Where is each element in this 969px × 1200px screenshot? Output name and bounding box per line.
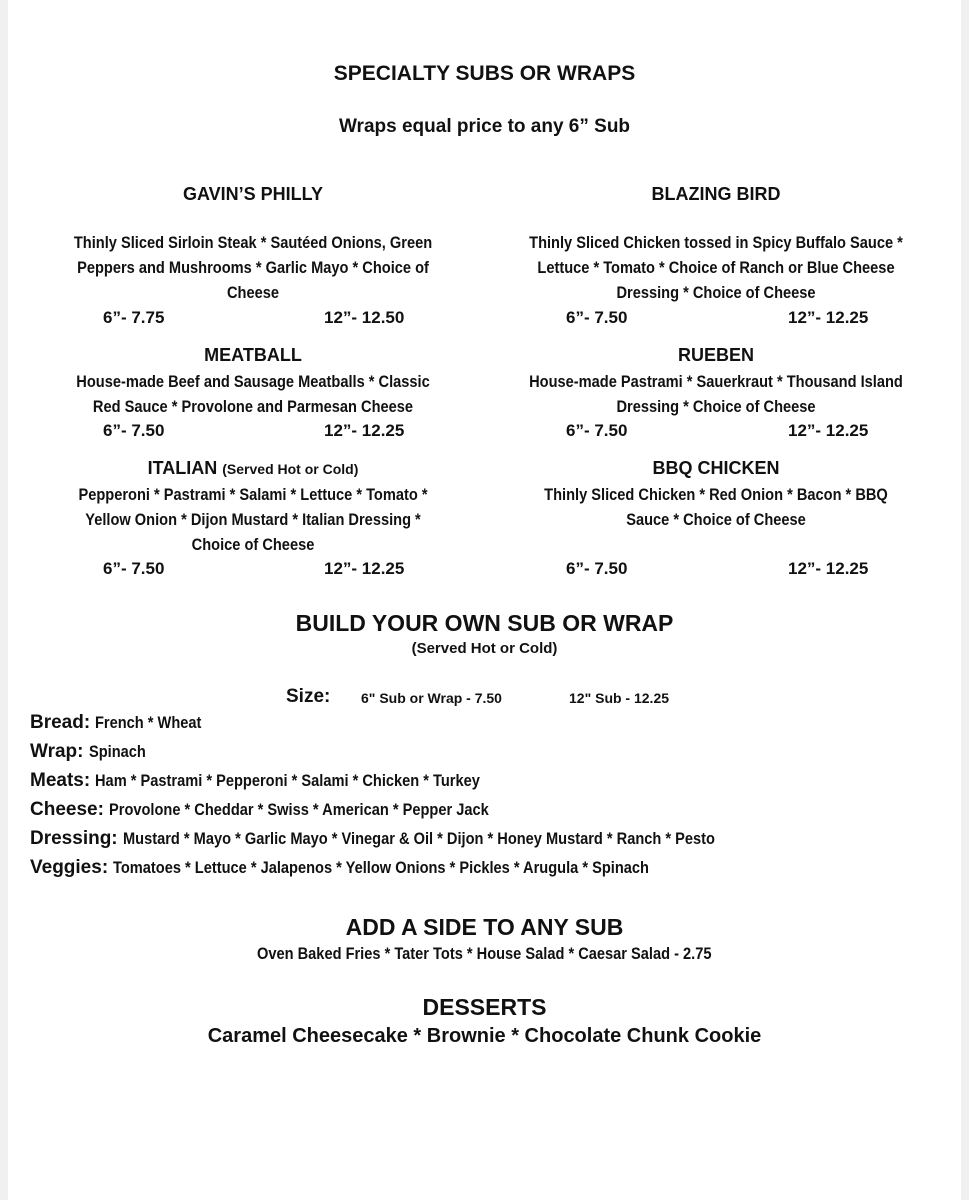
price-12-inch: 12”- 12.50: [324, 308, 405, 327]
option-row-meats: [30, 770, 543, 792]
sides-row: [8, 944, 961, 964]
item-description: [523, 230, 910, 305]
price-6-inch: 6”- 7.50: [566, 308, 628, 327]
option-row-cheese: [30, 799, 550, 821]
option-row-bread: [30, 712, 219, 734]
size-large-price: 12" Sub - 12.25: [569, 690, 670, 706]
option-items: Provolone * Cheddar * Swiss * American * Pepper Jack: [108, 800, 489, 819]
option-label: Cheese:: [30, 799, 104, 820]
description-line: Yellow Onion * Dijon Mustard * Italian Dressing *: [85, 510, 421, 529]
option-row-veggies: [30, 857, 736, 879]
description-line: Thinly Sliced Chicken * Red Onion * Bacon * BBQ: [544, 485, 888, 504]
item-name: GAVIN’S PHILLY: [182, 184, 324, 204]
option-label: Meats:: [30, 770, 91, 791]
option-row-wrap: [30, 741, 155, 763]
description-line: Thinly Sliced Sirloin Steak * Sautéed Onions, Green: [73, 233, 433, 252]
size-label: Size:: [286, 686, 331, 707]
description-line: Sauce * Choice of Cheese: [626, 510, 806, 529]
desserts-items: Caramel Cheesecake * Brownie * Chocolate Chunk Cookie: [207, 1025, 762, 1047]
option-items: French * Wheat: [95, 713, 202, 732]
item-name: BLAZING BIRD: [651, 184, 781, 204]
description-line: Peppers and Mushrooms * Garlic Mayo * Choice of: [77, 258, 429, 277]
price-6-inch: 6”- 7.50: [566, 559, 628, 578]
price-6-inch: 6”- 7.50: [103, 421, 165, 440]
menu-page: [8, 0, 961, 1200]
description-line: Dressing * Choice of Cheese: [616, 283, 816, 302]
desserts-title: DESSERTS: [422, 994, 547, 1020]
option-label: Dressing:: [30, 828, 118, 849]
option-row-dressing: [30, 828, 811, 850]
price-12-inch: 12”- 12.25: [788, 308, 869, 327]
option-label: Bread:: [30, 712, 91, 733]
item-name: BBQ CHICKEN: [652, 458, 780, 478]
item-description: [523, 369, 910, 419]
page-subtitle: Wraps equal price to any 6” Sub: [338, 116, 631, 137]
option-label: Veggies:: [30, 857, 109, 878]
item-name: ITALIAN: [147, 458, 218, 478]
item-description: [60, 482, 447, 557]
description-line: Pepperoni * Pastrami * Salami * Lettuce * Tomato *: [78, 485, 428, 504]
item-name-row: [28, 458, 478, 479]
build-served-note: (Served Hot or Cold): [411, 640, 558, 657]
item-description: [523, 482, 910, 532]
description-line: House-made Pastrami * Sauerkraut * Thousand Island: [529, 372, 903, 391]
description-line: Lettuce * Tomato * Choice of Ranch or Blue Cheese: [537, 258, 895, 277]
item-note: (Served Hot or Cold): [222, 461, 359, 477]
item-description: [60, 230, 447, 305]
description-line: Red Sauce * Provolone and Parmesan Cheese: [92, 397, 414, 416]
price-6-inch: 6”- 7.50: [103, 559, 165, 578]
price-6-inch: 6”- 7.50: [566, 421, 628, 440]
page-title: SPECIALTY SUBS OR WRAPS: [333, 62, 636, 85]
description-line: Dressing * Choice of Cheese: [616, 397, 816, 416]
sides-items: Oven Baked Fries * Tater Tots * House Salad * Caesar Salad - 2.75: [257, 944, 712, 963]
size-small-price: 6" Sub or Wrap - 7.50: [361, 690, 502, 706]
price-12-inch: 12”- 12.25: [324, 421, 405, 440]
price-12-inch: 12”- 12.25: [324, 559, 405, 578]
item-name: RUEBEN: [677, 345, 754, 365]
option-items: Spinach: [88, 742, 146, 761]
sides-title: ADD A SIDE TO ANY SUB: [345, 914, 624, 940]
description-line: Cheese: [226, 283, 280, 302]
description-line: Thinly Sliced Chicken tossed in Spicy Buffalo Sauce *: [529, 233, 903, 252]
option-items: Ham * Pastrami * Pepperoni * Salami * Chicken * Turkey: [95, 771, 481, 790]
option-items: Mustard * Mayo * Garlic Mayo * Vinegar & Oil * Dijon * Honey Mustard * Ranch * Pesto: [122, 829, 715, 848]
description-line: House-made Beef and Sausage Meatballs * Classic: [76, 372, 430, 391]
price-6-inch: 6”- 7.75: [103, 308, 165, 327]
price-12-inch: 12”- 12.25: [788, 421, 869, 440]
build-your-own-title: BUILD YOUR OWN SUB OR WRAP: [295, 610, 674, 636]
item-description: [60, 369, 447, 419]
item-name: MEATBALL: [204, 345, 302, 365]
option-label: Wrap:: [30, 741, 84, 762]
description-line: Choice of Cheese: [191, 535, 315, 554]
price-12-inch: 12”- 12.25: [788, 559, 869, 578]
option-items: Tomatoes * Lettuce * Jalapenos * Yellow Onions * Pickles * Arugula * Spinach: [113, 858, 650, 877]
